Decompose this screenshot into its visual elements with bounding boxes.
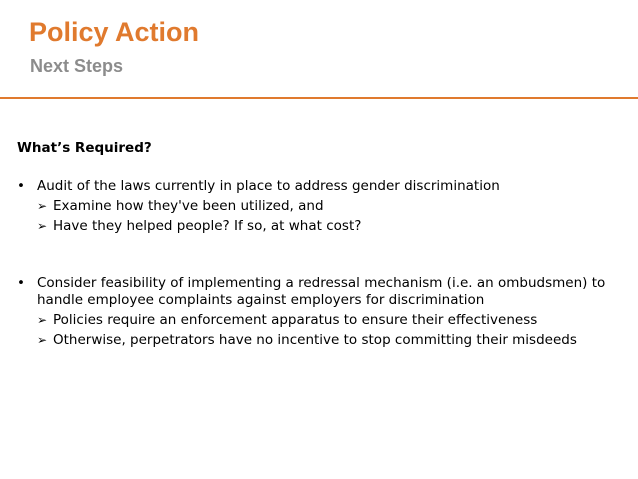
section-heading: What’s Required? — [17, 140, 152, 156]
spacer — [17, 235, 629, 275]
slide-subtitle: Next Steps — [30, 56, 124, 76]
sub-bullet-item — [17, 312, 629, 329]
sub-bullet-list — [17, 312, 629, 349]
slide-title: Policy Action — [29, 17, 200, 47]
header-divider — [0, 97, 638, 99]
bullet-item — [17, 178, 629, 195]
sub-bullet-item — [17, 218, 629, 235]
arrow-bullet-icon: ➢ — [37, 199, 48, 213]
sub-bullet-item — [17, 332, 629, 349]
arrow-bullet-icon: ➢ — [37, 313, 48, 327]
bullet-dot-icon: • — [17, 178, 25, 194]
bullet-item — [17, 275, 629, 309]
sub-bullet-text: Examine how they've been utilized, and — [53, 198, 324, 214]
arrow-bullet-icon: ➢ — [37, 333, 48, 347]
sub-bullet-item — [17, 198, 629, 215]
sub-bullet-text: Have they helped people? If so, at what cost? — [53, 218, 362, 234]
sub-bullet-text: Policies require an enforcement apparatus to ensure their effectiveness — [53, 312, 538, 328]
arrow-bullet-icon: ➢ — [37, 219, 48, 233]
bullet-dot-icon: • — [17, 275, 25, 291]
slide-body — [17, 140, 629, 349]
sub-bullet-list — [17, 198, 629, 235]
bullet-text: Consider feasibility of implementing a redressal mechanism (i.e. an ombudsmen) to handle employee complaints against employers for discrimination — [37, 275, 606, 308]
bullet-text: Audit of the laws currently in place to address gender discrimination — [37, 178, 500, 194]
sub-bullet-text: Otherwise, perpetrators have no incentive to stop committing their misdeeds — [53, 332, 577, 348]
